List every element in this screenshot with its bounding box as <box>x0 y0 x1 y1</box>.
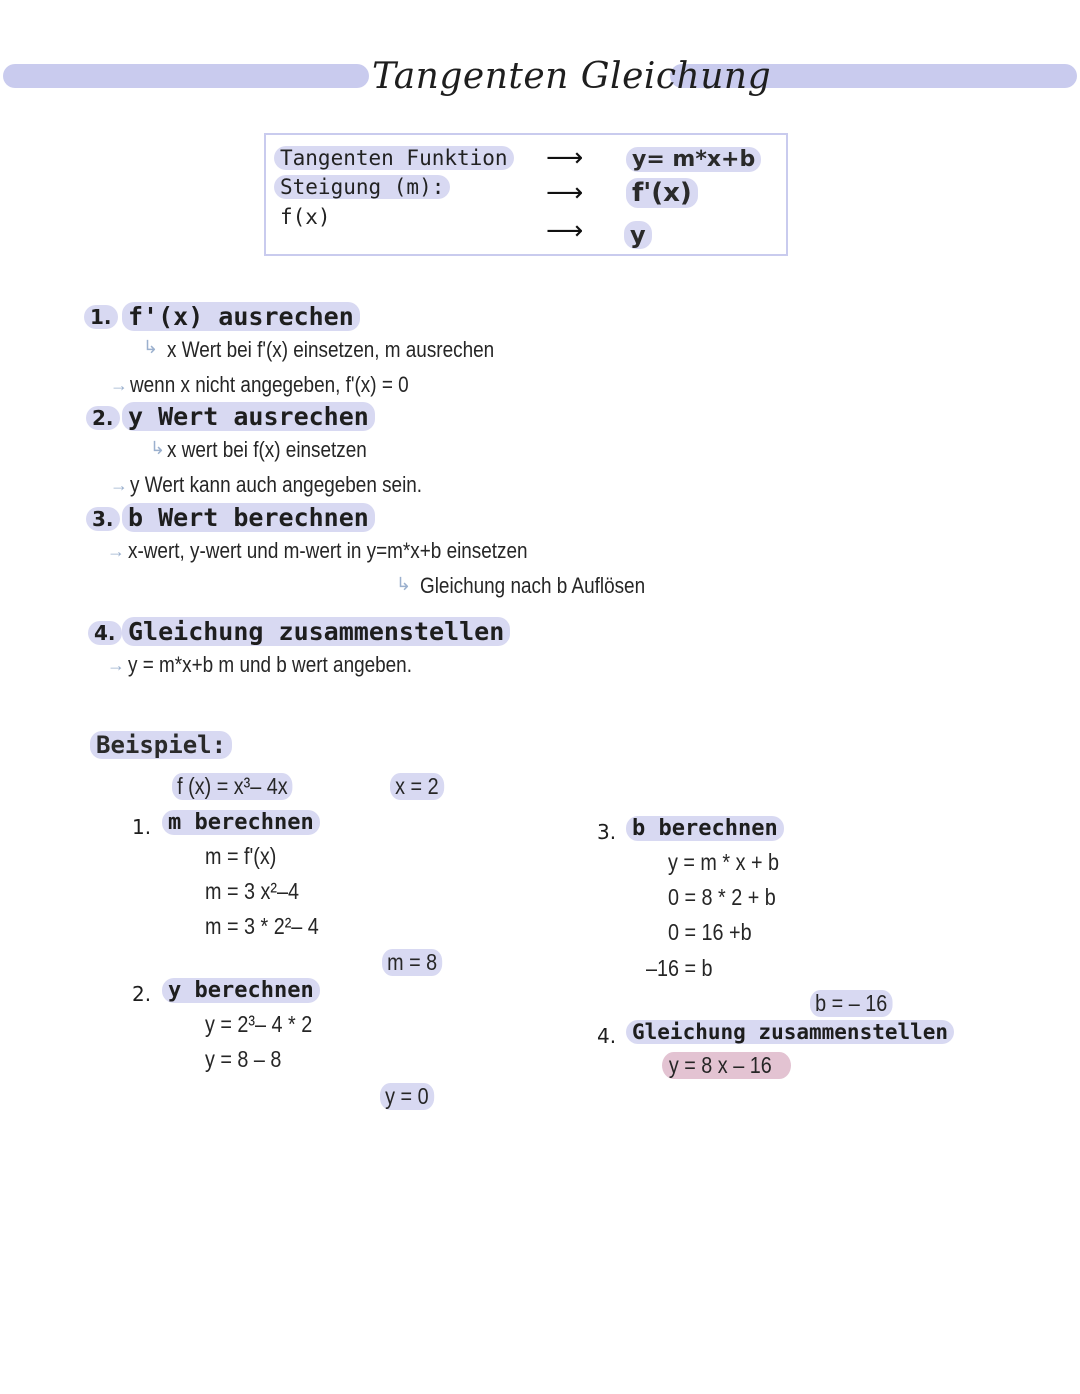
step-3-title: b Wert berechnen <box>122 503 375 532</box>
step-1-number: 1. <box>84 305 118 329</box>
arrow-icon: → <box>110 375 128 395</box>
part-3-line-1: y = m * x + b <box>668 849 780 875</box>
step-1-note-1: x Wert bei f'(x) einsetzen, m ausrechen <box>167 337 495 362</box>
part-2-line-2: y = 8 – 8 <box>205 1046 282 1072</box>
part-4-title: Gleichung zusammenstellen <box>626 1020 954 1044</box>
step-1-note-2: wenn x nicht angegeben, f'(x) = 0 <box>130 372 409 397</box>
part-2-result: y = 0 <box>380 1083 434 1110</box>
step-4-number: 4. <box>88 621 122 645</box>
summary-value-1: y= m*x+b <box>626 147 761 172</box>
part-3-result: b = – 16 <box>810 990 892 1017</box>
summary-label-3: f(x) <box>280 205 331 229</box>
step-1-title: f'(x) ausrechen <box>122 302 360 331</box>
part-1-number: 1. <box>132 815 152 839</box>
hook-arrow-icon: ↳ <box>150 438 166 458</box>
step-2-note-2: y Wert kann auch angegeben sein. <box>130 472 423 497</box>
part-1-line-1: m = f'(x) <box>205 843 277 869</box>
example-label: Beispiel: <box>90 731 232 759</box>
part-1-line-3: m = 3 * 2²– 4 <box>205 913 319 939</box>
summary-label-2: Steigung (m): <box>274 175 450 199</box>
part-3-title: b berechnen <box>626 816 784 841</box>
part-2-line-1: y = 2³– 4 * 2 <box>205 1011 313 1037</box>
step-4-title: Gleichung zusammenstellen <box>122 617 510 646</box>
part-3-line-2: 0 = 8 * 2 + b <box>668 884 776 910</box>
page-title: Tangenten Gleichung <box>372 56 772 97</box>
summary-label-1: Tangenten Funktion <box>274 146 514 170</box>
part-2-number: 2. <box>132 982 152 1006</box>
part-3-line-3: 0 = 16 +b <box>668 919 752 945</box>
arrow-icon: → <box>107 655 125 675</box>
arrow-icon: → <box>110 475 128 495</box>
part-4-number: 4. <box>597 1024 617 1048</box>
arrow-icon: ⟶ <box>546 216 584 246</box>
summary-value-3: y <box>624 221 652 249</box>
hook-arrow-icon: ↳ <box>143 337 159 357</box>
example-x-value: x = 2 <box>390 773 444 800</box>
step-2-title: y Wert ausrechen <box>122 402 375 431</box>
title-bar-left <box>3 64 369 88</box>
part-3-number: 3. <box>597 820 617 844</box>
example-function: f (x) = x³– 4x <box>172 773 293 800</box>
part-1-result: m = 8 <box>382 949 442 976</box>
part-1-title: m berechnen <box>162 810 320 835</box>
step-2-note-1: x wert bei f(x) einsetzen <box>167 437 367 462</box>
arrow-icon: ⟶ <box>546 178 584 208</box>
step-2-number: 2. <box>86 406 120 430</box>
summary-value-2: f'(x) <box>626 178 698 208</box>
step-3-note-1: x-wert, y-wert und m-wert in y=m*x+b einsetzen <box>128 538 528 563</box>
part-4-result: y = 8 x – 16 <box>662 1052 791 1079</box>
step-3-note-2: Gleichung nach b Auflösen <box>420 573 646 598</box>
step-3-number: 3. <box>86 507 120 531</box>
part-1-line-2: m = 3 x²–4 <box>205 878 299 904</box>
arrow-icon: → <box>107 541 125 561</box>
step-4-note-1: y = m*x+b m und b wert angeben. <box>128 652 412 677</box>
part-2-title: y berechnen <box>162 978 320 1003</box>
hook-arrow-icon: ↳ <box>396 574 412 594</box>
arrow-icon: ⟶ <box>546 143 584 173</box>
part-3-line-4: –16 = b <box>646 955 713 981</box>
